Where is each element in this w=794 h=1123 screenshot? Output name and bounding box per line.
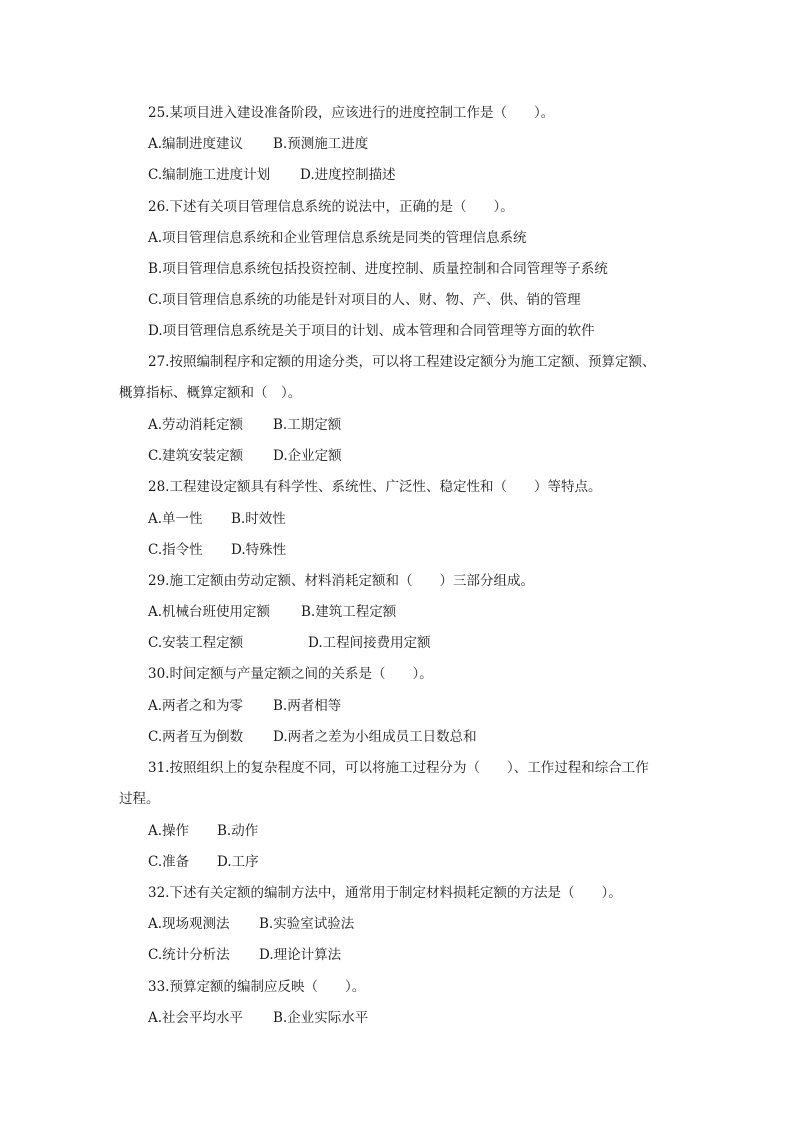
question-25-options-row-2 bbox=[148, 166, 396, 184]
question-27-options-row-2 bbox=[148, 447, 342, 465]
option-d: D.理论计算法 bbox=[259, 947, 342, 963]
option-a: A.机械台班使用定额 bbox=[148, 604, 271, 620]
option-b: B.预测施工进度 bbox=[273, 136, 369, 152]
question-29-stem: 29.施工定额由劳动定额、材料消耗定额和（ ）三部分组成。 bbox=[148, 573, 534, 589]
question-31-options-row-1 bbox=[148, 822, 258, 840]
option-c: C.建筑安装定额 bbox=[148, 448, 244, 464]
question-29-options-row-1 bbox=[148, 603, 396, 621]
question-25-options-row-1 bbox=[148, 135, 368, 153]
question-30-options-row-1 bbox=[148, 697, 341, 715]
option-b: B.实验室试验法 bbox=[259, 916, 355, 932]
question-31-stem: 31.按照组织上的复杂程度不同，可以将施工过程分为（ ）、工作过程和综合工作 bbox=[148, 760, 649, 776]
option-a: A.现场观测法 bbox=[148, 916, 230, 932]
question-28-options-row-1 bbox=[148, 510, 286, 528]
option-d: D.企业定额 bbox=[273, 448, 342, 464]
question-33-options-row-1 bbox=[148, 1009, 368, 1027]
option-c: C.两者互为倒数 bbox=[148, 729, 244, 745]
option-d: D.项目管理信息系统是关于项目的计划、成本管理和合同管理等方面的软件 bbox=[148, 323, 595, 339]
question-30-stem: 30.时间定额与产量定额之间的关系是（ ）。 bbox=[148, 666, 433, 682]
option-d: D.进度控制描述 bbox=[300, 167, 396, 183]
question-32-options-row-1 bbox=[148, 915, 354, 933]
option-a: A.两者之和为零 bbox=[148, 698, 244, 714]
option-a: A.单一性 bbox=[148, 511, 203, 527]
question-27-stem: 27.按照编制程序和定额的用途分类，可以将工程建设定额分为施工定额、预算定额、 bbox=[148, 354, 656, 370]
question-28-options-row-2 bbox=[148, 541, 286, 559]
question-32-options-row-2 bbox=[148, 946, 341, 964]
option-c: C.准备 bbox=[148, 854, 190, 870]
option-d: D.两者之差为小组成员工日数总和 bbox=[273, 729, 477, 745]
question-29-options-row-2 bbox=[148, 634, 431, 652]
option-d: D.工序 bbox=[217, 854, 259, 870]
option-a: A.操作 bbox=[148, 823, 190, 839]
option-c: C.指令性 bbox=[148, 542, 203, 558]
option-b: B.项目管理信息系统包括投资控制、进度控制、质量控制和合同管理等子系统 bbox=[148, 261, 608, 277]
option-c: C.统计分析法 bbox=[148, 947, 230, 963]
question-32-stem: 32.下述有关定额的编制方法中，通常用于制定材料损耗定额的方法是（ ）。 bbox=[148, 885, 622, 901]
option-d: D.工程间接费用定额 bbox=[308, 635, 431, 651]
option-c: C.安装工程定额 bbox=[148, 635, 244, 651]
question-31-options-row-2 bbox=[148, 853, 259, 871]
option-b: B.动作 bbox=[217, 823, 259, 839]
question-28-stem: 28.工程建设定额具有科学性、系统性、广泛性、稳定性和（ ）等特点。 bbox=[148, 479, 602, 495]
question-26-stem: 26.下述有关项目管理信息系统的说法中，正确的是（ ）。 bbox=[148, 199, 514, 215]
option-b: B.时效性 bbox=[231, 511, 286, 527]
option-c: C.编制施工进度计划 bbox=[148, 167, 271, 183]
option-d: D.特殊性 bbox=[231, 542, 287, 558]
question-33-stem: 33.预算定额的编制应反映（ ）。 bbox=[148, 979, 366, 995]
question-25-stem: 25.某项目进入建设准备阶段，应该进行的进度控制工作是（ ）。 bbox=[148, 105, 555, 121]
option-a: A.项目管理信息系统和企业管理信息系统是同类的管理信息系统 bbox=[148, 230, 527, 246]
question-27-options-row-1 bbox=[148, 416, 341, 434]
question-30-options-row-2 bbox=[148, 728, 477, 746]
option-c: C.项目管理信息系统的功能是针对项目的人、财、物、产、供、销的管理 bbox=[148, 292, 581, 308]
option-b: B.两者相等 bbox=[273, 698, 342, 714]
option-a: A.劳动消耗定额 bbox=[148, 417, 244, 433]
question-27-stem-continued: 概算指标、概算定额和（ ）。 bbox=[119, 385, 302, 401]
option-b: B.建筑工程定额 bbox=[301, 604, 397, 620]
option-a: A.编制进度建议 bbox=[148, 136, 244, 152]
option-b: B.企业实际水平 bbox=[273, 1010, 369, 1026]
question-31-stem-continued: 过程。 bbox=[119, 791, 160, 807]
option-b: B.工期定额 bbox=[273, 417, 342, 433]
option-a: A.社会平均水平 bbox=[148, 1010, 244, 1026]
